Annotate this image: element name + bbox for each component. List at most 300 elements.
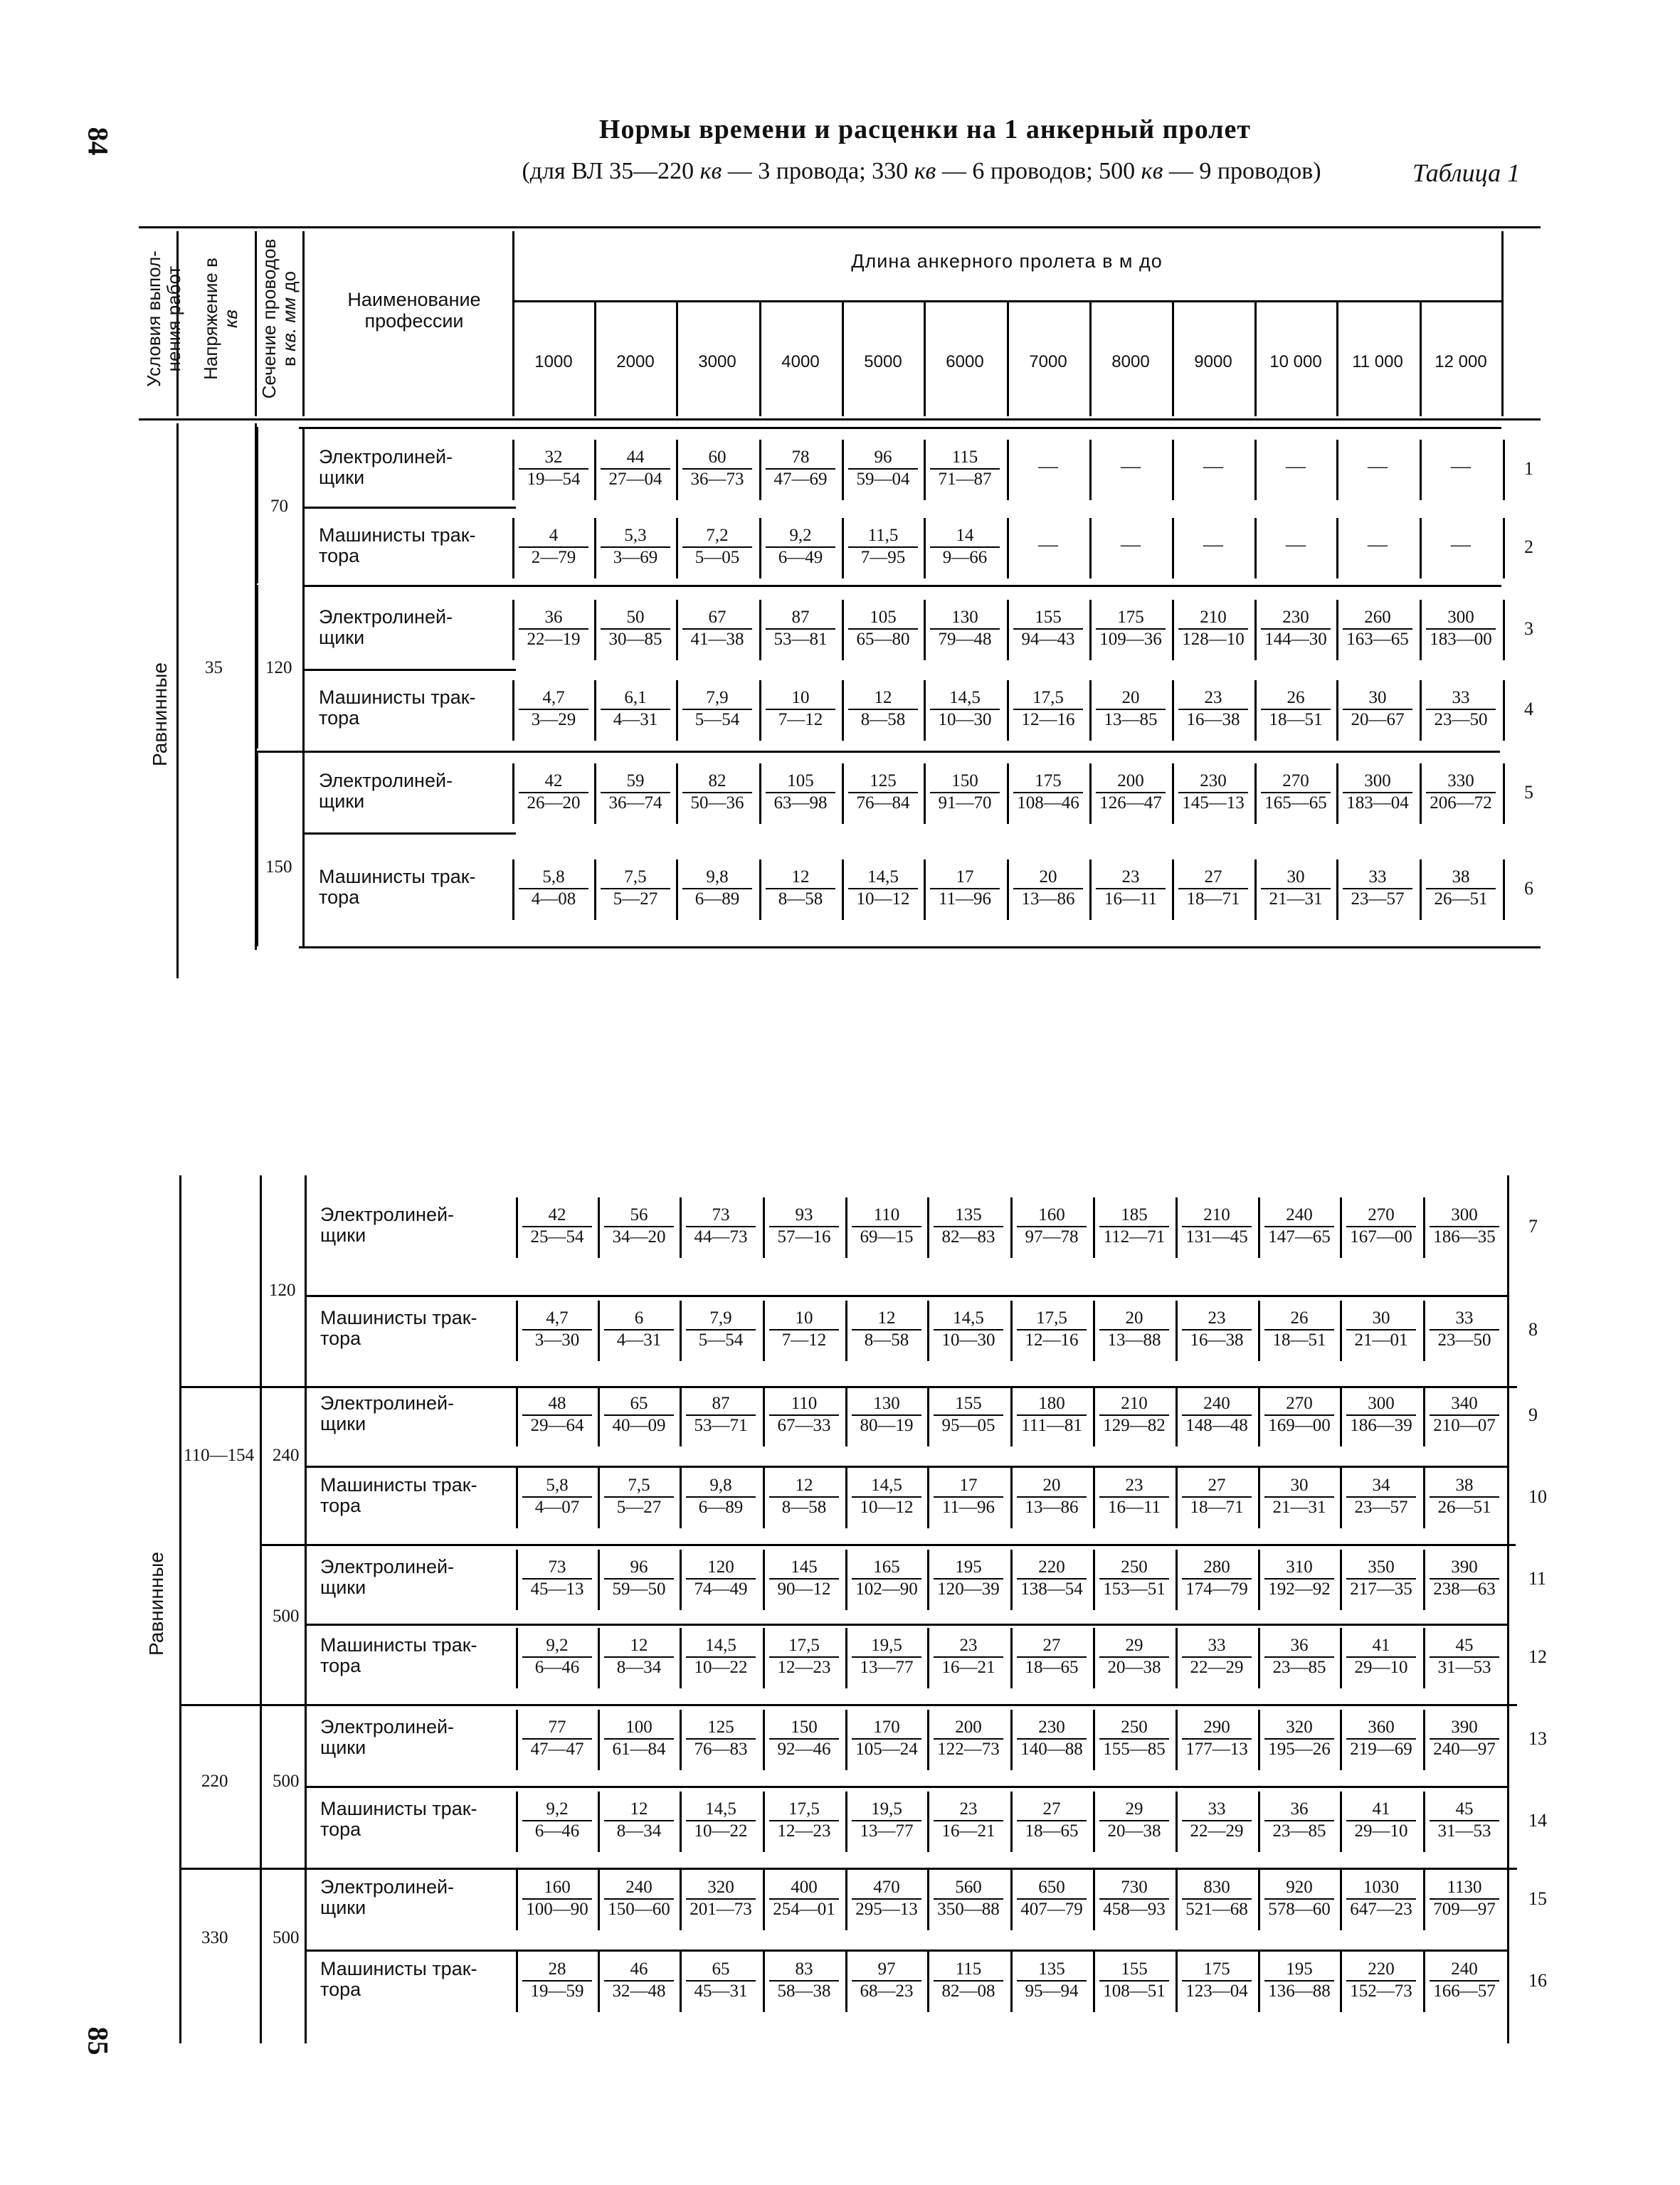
rule-line [1089,859,1092,920]
lower-row-10-cell [765,1475,843,1518]
rule-line [1340,1550,1342,1610]
time-norm: 23 [1121,867,1140,887]
rule-line [1340,1952,1342,2012]
time-norm: 30 [1368,688,1387,707]
upper-row-4-cell [1009,687,1087,730]
price-rate: 76—84 [848,792,918,813]
lower-row-16-cell [518,1959,596,2001]
row-number-14: 14 [1528,1810,1547,1831]
rule-line [1093,1468,1095,1528]
time-norm: 42 [548,1205,566,1224]
price-rate: 163—65 [1343,628,1412,650]
time-norm: 10 [795,1308,813,1328]
lower-row-11-cell [847,1557,926,1599]
rule-line [255,231,257,416]
rule-line [1093,1197,1095,1258]
time-norm: 33 [1368,867,1387,887]
time-norm: 300 [1368,1394,1395,1413]
length-column-9: 9000 [1194,352,1232,371]
time-norm: 115 [951,448,978,467]
rule-line [1093,1301,1095,1361]
time-norm: 32 [544,448,563,467]
lower-row-8-cell [1095,1308,1173,1350]
lower-row-14-cell [929,1799,1008,1841]
time-norm: 110 [873,1205,900,1224]
price-rate: 111—81 [1017,1414,1087,1436]
lower-row-16-cell [1342,1959,1420,2001]
time-norm: 96 [874,448,892,467]
price-rate: 31—53 [1430,1820,1499,1841]
rule-line [1093,1710,1095,1770]
lower-row-16-cell [929,1959,1008,2001]
row-number-15: 15 [1528,1888,1547,1909]
rule-line [763,1301,765,1361]
rule-line [763,1550,765,1610]
price-rate: 105—24 [852,1738,921,1760]
time-norm: 33 [1455,1308,1474,1328]
rule-line [516,1710,518,1770]
rule-line [1089,518,1092,578]
time-norm: 82 [708,771,727,790]
rule-line [676,763,678,824]
price-rate: 21—31 [1261,888,1331,909]
rule-line [845,1468,847,1528]
rule-line [1176,1386,1178,1446]
price-rate: 112—71 [1099,1226,1169,1247]
rule-line [1007,600,1009,660]
rule-line [1340,1301,1342,1361]
price-rate: 295—13 [852,1898,921,1920]
lower-row-16-cell [1178,1959,1256,2001]
time-norm: 230 [1038,1718,1065,1737]
lower-row-14-cell [1260,1799,1338,1841]
rule-line [598,1468,600,1528]
upper-row-5-cell [1422,771,1500,813]
rule-line [927,1710,929,1770]
rule-line [845,1386,847,1446]
lower-row-13-cell [1260,1717,1338,1760]
price-rate: 29—10 [1346,1656,1416,1678]
price-rate: 32—48 [604,1980,674,2001]
price-rate: 13—77 [852,1656,921,1678]
price-rate: 10—12 [852,1496,921,1518]
price-rate: 122—73 [934,1738,1003,1760]
time-norm: 77 [548,1718,566,1737]
price-rate: 25—54 [522,1226,592,1247]
lower-row-15-cell [1260,1877,1338,1920]
rule-line [927,1550,929,1610]
price-rate: 67—33 [769,1414,839,1436]
price-rate: 97—78 [1017,1226,1087,1247]
rule-line [1340,1870,1342,1930]
row-number-8: 8 [1528,1319,1538,1340]
price-rate: 6—46 [522,1820,592,1841]
profession-tractor: Машинисты трак- тора [319,866,476,908]
price-rate: 210—07 [1430,1414,1499,1436]
upper-row-2-cell: — [1286,534,1306,556]
rule-line [1010,1301,1013,1361]
rule-line [512,600,514,660]
time-norm: 250 [1121,1718,1148,1737]
section-120-lower: 120 [269,1281,296,1300]
upper-row-1-cell [596,447,675,490]
rule-line [1336,518,1338,578]
lower-row-12-cell [1013,1635,1091,1678]
upper-row-4-cell [514,687,593,730]
rule-line [763,1386,765,1446]
lower-row-15-cell [847,1877,926,1920]
lower-row-7-cell [929,1205,1008,1247]
rule-line [302,231,305,416]
length-column-10: 10 000 [1269,352,1322,371]
time-norm: 59 [626,771,645,790]
time-norm: 42 [544,771,563,790]
price-rate: 10—30 [930,709,1000,730]
upper-row-1-cell [514,447,593,490]
upper-row-3-cell [596,607,675,650]
time-norm: 34 [1372,1476,1390,1495]
lower-row-12-cell [1260,1635,1338,1678]
price-rate: 5—54 [682,709,752,730]
rule-line [927,1870,929,1930]
time-norm: 14,5 [871,1476,902,1495]
time-norm: 60 [708,448,727,467]
time-norm: 230 [1200,771,1227,790]
rule-line [516,1550,518,1610]
price-rate: 41—38 [682,628,752,650]
rule-line [759,440,761,500]
time-norm: 19,5 [871,1636,902,1655]
rule-line [256,585,258,748]
time-norm: 130 [873,1394,900,1413]
upper-row-6-cell [1338,867,1417,909]
price-rate: 150—60 [604,1898,674,1920]
time-norm: 17 [956,867,974,887]
lower-row-11-cell [1095,1557,1173,1599]
price-rate: 8—34 [604,1656,674,1678]
price-rate: 71—87 [930,468,1000,490]
rule-line [255,751,1500,753]
price-rate: 458—93 [1099,1898,1169,1920]
rule-line [1010,1870,1013,1930]
price-rate: 201—73 [686,1898,756,1920]
time-norm: 155 [1121,1959,1148,1979]
lower-row-13-cell [1095,1717,1173,1760]
voltage-330: 330 [201,1928,228,1947]
price-rate: 95—05 [934,1414,1003,1436]
lower-row-11-cell [600,1557,678,1599]
upper-row-6-cell [514,867,593,909]
time-norm: 26 [1287,688,1305,707]
time-norm: 125 [707,1718,734,1737]
time-norm: 73 [712,1205,730,1224]
lower-row-9-cell [600,1393,678,1436]
upper-row-6-cell [596,867,675,909]
time-norm: 150 [791,1718,818,1737]
time-norm: 270 [1282,771,1309,790]
time-norm: 97 [877,1959,896,1979]
time-norm: 1030 [1363,1878,1399,1897]
price-rate: 79—48 [930,628,1000,650]
price-rate: 74—49 [686,1578,756,1599]
upper-row-6-cell [1092,867,1170,909]
time-norm: 17,5 [788,1636,820,1655]
price-rate: 13—86 [1013,888,1083,909]
price-rate: 5—27 [604,1496,674,1518]
lower-row-12-cell [1342,1635,1420,1678]
row-number-2: 2 [1524,536,1533,557]
lower-row-7-cell [682,1205,760,1247]
upper-row-2-cell [514,525,593,568]
price-rate: 4—07 [522,1496,592,1518]
time-norm: 36 [544,608,563,627]
price-rate: 155—85 [1099,1738,1169,1760]
time-norm: 38 [1452,867,1470,887]
price-rate: 80—19 [852,1414,921,1436]
rule-line [598,1792,600,1852]
time-norm: 200 [955,1718,982,1737]
price-rate: 183—04 [1343,792,1412,813]
price-rate: 521—68 [1182,1898,1252,1920]
rule-line [1423,1628,1425,1688]
upper-row-2-cell: — [1368,534,1388,556]
time-norm: 29 [1125,1636,1143,1655]
rule-line [1258,1197,1260,1258]
time-norm: 20 [1042,1476,1061,1495]
lower-row-15-cell [1013,1877,1091,1920]
profession-electric: Электролиней- щики [319,446,453,488]
rule-line [927,1468,929,1528]
rule-line [1258,1792,1260,1852]
price-rate: 22—29 [1182,1820,1252,1841]
price-rate: 65—80 [848,628,918,650]
time-norm: 29 [1125,1799,1143,1819]
rule-line [680,1792,682,1852]
lower-row-14-cell [1013,1799,1091,1841]
lower-row-10-cell [600,1475,678,1518]
price-rate: 7—12 [769,1329,839,1350]
rule-line [1258,1628,1260,1688]
time-norm: 12 [874,688,892,707]
upper-row-1-cell: — [1038,455,1058,477]
rule-line [1172,440,1174,500]
page-number-top: 84 [82,127,115,156]
time-norm: 30 [1290,1476,1309,1495]
rule-line [1172,680,1174,741]
lower-row-14-cell [765,1799,843,1841]
time-norm: 17,5 [1036,1308,1067,1328]
rule-line [1007,763,1009,824]
upper-row-6-cell [1422,867,1500,909]
row-number-6: 6 [1524,878,1533,899]
lower-row-13-cell [847,1717,926,1760]
voltage-110-154: 110—154 [184,1446,255,1465]
rule-line [302,585,1501,587]
rule-line [512,440,514,500]
price-rate: 19—54 [519,468,588,490]
time-norm: 9,8 [709,1476,732,1495]
rule-line [1503,440,1505,500]
time-norm: 7,5 [628,1476,650,1495]
lower-row-14-cell [1425,1799,1504,1841]
price-rate: 10—22 [686,1656,756,1678]
rule-line [1258,1952,1260,2012]
lower-row-13-cell [518,1717,596,1760]
time-norm: 175 [1035,771,1062,790]
rule-line [680,1386,682,1446]
rule-line [842,518,844,578]
price-rate: 12—16 [1013,709,1083,730]
rule-line [516,1870,518,1930]
upper-row-6-cell [761,867,840,909]
rule-line [594,600,596,660]
lower-row-7-cell [1178,1205,1256,1247]
rule-line [1010,1792,1013,1852]
time-norm: 170 [873,1718,900,1737]
rule-line [845,1870,847,1930]
rule-line [176,423,179,978]
rule-line [1093,1628,1095,1688]
lower-row-10-cell [1425,1475,1504,1518]
upper-row-2-cell [926,525,1004,568]
price-rate: 148—48 [1182,1414,1252,1436]
price-rate: 94—43 [1013,628,1083,650]
upper-row-6-cell [678,867,756,909]
rule-line [1010,1197,1013,1258]
upper-row-3-cell [761,607,840,650]
rule-line [1010,1952,1013,2012]
upper-row-4-cell [1174,687,1252,730]
price-rate: 5—05 [682,546,752,568]
rule-line [516,1792,518,1852]
lower-row-12-cell [847,1635,926,1678]
time-norm: 36 [1290,1636,1309,1655]
upper-row-6-cell [844,867,922,909]
rule-line [1258,1301,1260,1361]
length-column-3: 3000 [698,352,736,371]
time-norm: 44 [626,448,645,467]
upper-row-5-cell [1009,771,1087,813]
time-norm: 210 [1121,1394,1148,1413]
lower-row-9-cell [1013,1393,1091,1436]
time-norm: 45 [1455,1799,1474,1819]
price-rate: 16—38 [1182,1329,1252,1350]
rule-line [924,600,926,660]
price-rate: 206—72 [1426,792,1496,813]
time-norm: 7,2 [706,526,729,545]
lower-row-13-cell [682,1717,760,1760]
time-norm: 125 [870,771,897,790]
rule-line [1340,1197,1342,1258]
price-rate: 29—64 [522,1414,592,1436]
upper-row-5-cell [678,771,756,813]
price-rate: 12—23 [769,1820,839,1841]
rule-line [1176,1628,1178,1688]
rule-line [1176,1870,1178,1930]
price-rate: 11—96 [934,1496,1003,1518]
length-column-2: 2000 [616,352,655,371]
upper-row-1-cell [678,447,756,490]
profession-tractor: Машинисты трак- тора [319,524,476,566]
time-norm: 350 [1368,1557,1395,1577]
section-500-a: 500 [273,1607,300,1626]
rule-line [1172,600,1174,660]
lower-row-15-cell [765,1877,843,1920]
price-rate: 131—45 [1182,1226,1252,1247]
rule-line [1420,859,1422,920]
rule-line [680,1550,682,1610]
header-profession: Наименование профессии [347,289,481,332]
time-norm: 23 [959,1636,978,1655]
lower-row-11-cell [765,1557,843,1599]
rule-line [1340,1468,1342,1528]
time-norm: 1130 [1447,1878,1482,1897]
rule-line [1423,1952,1425,2012]
upper-row-3-cell [1257,607,1335,650]
price-rate: 68—23 [852,1980,921,2001]
price-rate: 27—04 [601,468,670,490]
price-rate: 23—85 [1264,1656,1334,1678]
profession-tractor: Машинисты трак- тора [320,1798,477,1840]
header-bottom-rule [139,418,1541,420]
rule-line [845,1301,847,1361]
upper-row-3-cell [1009,607,1087,650]
price-rate: 128—10 [1178,628,1248,650]
time-norm: 400 [791,1878,818,1897]
section-70: 70 [270,497,288,516]
time-norm: 5,8 [546,1476,569,1495]
rule-line [763,1870,765,1930]
lower-row-16-cell [847,1959,926,2001]
price-rate: 147—65 [1264,1226,1334,1247]
rule-line [305,1295,1507,1297]
section-150: 150 [265,857,292,877]
price-rate: 69—15 [852,1226,921,1247]
rule-line [1423,1550,1425,1610]
rule-line [842,440,844,500]
price-rate: 5—54 [686,1329,756,1350]
lower-row-13-cell [765,1717,843,1760]
upper-row-3-cell [1422,607,1500,650]
time-norm: 33 [1208,1799,1226,1819]
time-norm: 27 [1042,1799,1061,1819]
upper-row-3-cell [844,607,922,650]
lower-row-12-cell [1095,1635,1173,1678]
price-rate: 36—74 [601,792,670,813]
rule-line [1258,1710,1260,1770]
rule-line [594,518,596,578]
price-rate: 59—04 [848,468,918,490]
lower-row-7-cell [765,1205,843,1247]
lower-row-12-cell [1178,1635,1256,1678]
rule-line [924,440,926,500]
upper-row-4-cell [1092,687,1170,730]
rule-line [759,763,761,824]
price-rate: 23—50 [1430,1329,1499,1350]
price-rate: 217—35 [1346,1578,1416,1599]
time-norm: 390 [1451,1557,1478,1577]
rule-line [924,763,926,824]
rule-line [1172,518,1174,578]
price-rate: 18—65 [1017,1656,1087,1678]
header-length: Длина анкерного пролета в м до [851,250,1163,272]
lower-row-7-cell [600,1205,678,1247]
lower-row-16-cell [1425,1959,1504,2001]
rule-line [1176,1792,1178,1852]
time-norm: 14,5 [867,867,899,887]
lower-row-14-cell [682,1799,760,1841]
rule-line [305,1466,1507,1468]
